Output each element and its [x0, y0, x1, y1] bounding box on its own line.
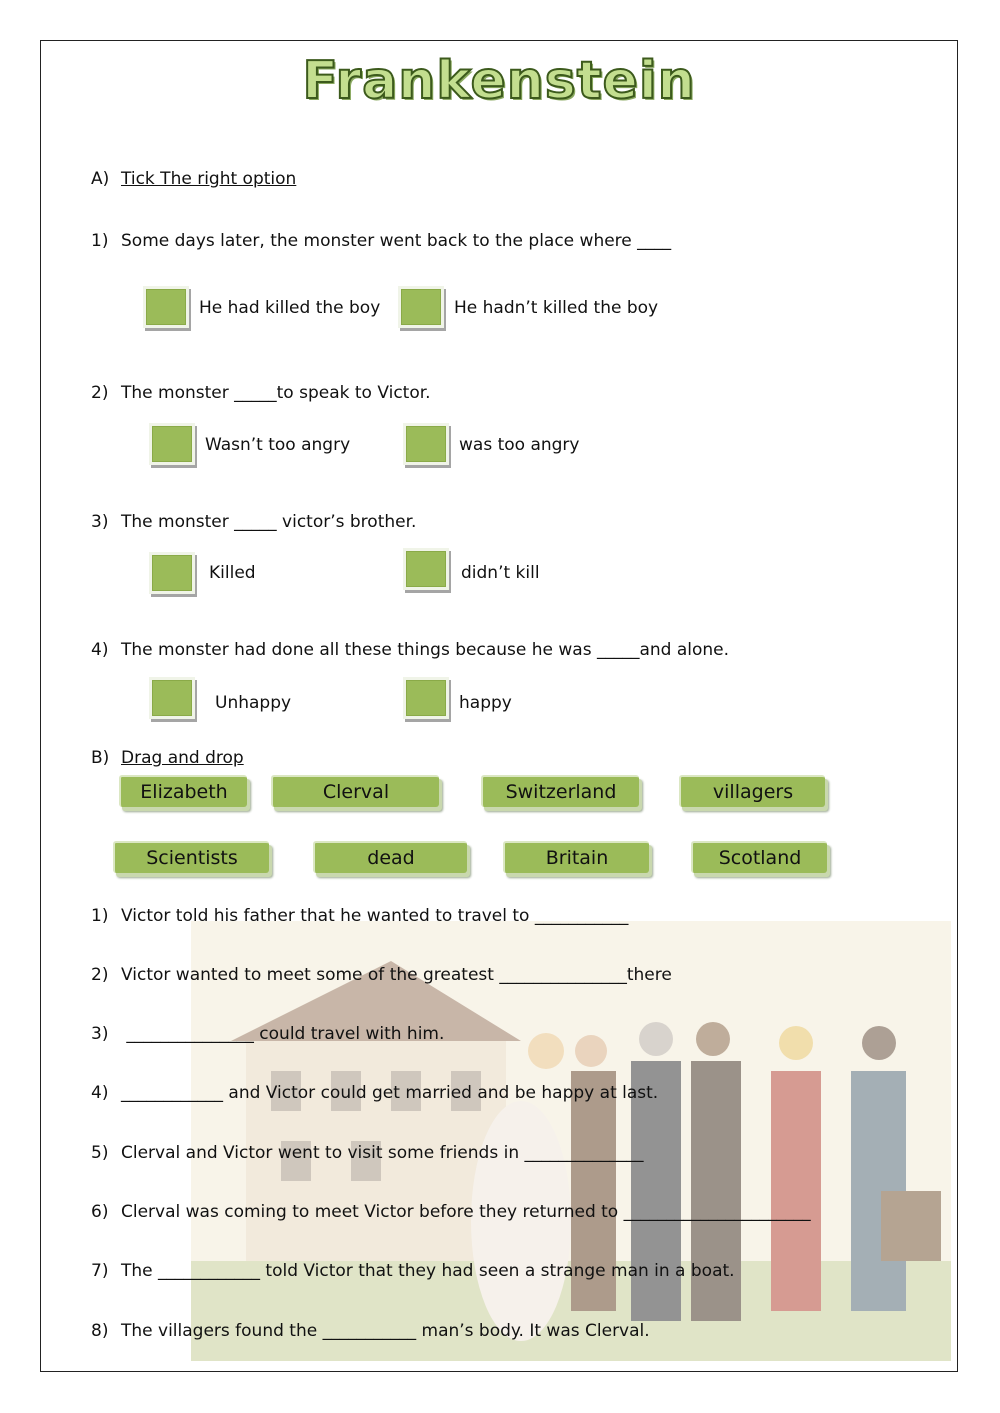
question-number: 3) [91, 512, 109, 532]
question-3 [91, 512, 416, 532]
checkbox-q3-option-1[interactable] [149, 552, 195, 594]
sentence-text[interactable]: ____________ and Victor could get married and be happy at last. [121, 1083, 659, 1103]
question-4 [91, 640, 729, 660]
question-text: The monster had done all these things because he was _____and alone. [121, 640, 730, 660]
sentence-text[interactable]: Victor told his father that he wanted to travel to ___________ [121, 906, 629, 926]
sentence-8 [91, 1321, 650, 1341]
word-chip-clerval[interactable]: Clerval [271, 775, 439, 807]
sentence-text[interactable]: The villagers found the ___________ man’s body. It was Clerval. [121, 1321, 650, 1341]
sentence-text[interactable]: _______________ could travel with him. [121, 1024, 445, 1044]
sentence-number: 1) [91, 906, 109, 926]
question-text: The monster _____ victor’s brother. [121, 512, 417, 532]
question-text: The monster _____to speak to Victor. [121, 383, 431, 403]
option-label: Unhappy [215, 693, 292, 713]
question-number: 1) [91, 231, 109, 251]
sentence-text[interactable]: Clerval and Victor went to visit some friends in ______________ [121, 1143, 644, 1163]
section-a-heading [91, 169, 296, 189]
sentence-1 [91, 906, 628, 926]
sentence-5 [91, 1143, 644, 1163]
worksheet [40, 40, 958, 1372]
sentence-text[interactable]: Victor wanted to meet some of the greatest _______________there [121, 965, 672, 985]
checkbox-q4-option-2[interactable] [403, 677, 449, 719]
option-label: He hadn’t killed the boy [454, 298, 659, 318]
sentence-4 [91, 1083, 658, 1103]
sentence-2 [91, 965, 672, 985]
section-b-title: Drag and drop [121, 748, 244, 768]
option-label: happy [459, 693, 512, 713]
section-b-letter: B) [91, 748, 110, 768]
option-label: didn’t kill [461, 563, 540, 583]
word-chip-elizabeth[interactable]: Elizabeth [119, 775, 247, 807]
question-number: 4) [91, 640, 109, 660]
checkbox-q3-option-2[interactable] [403, 548, 449, 590]
word-chip-britain[interactable]: Britain [503, 841, 649, 873]
option-label: Wasn’t too angry [205, 435, 351, 455]
question-2 [91, 383, 431, 403]
sentence-3 [91, 1024, 444, 1044]
sentence-number: 6) [91, 1202, 109, 1222]
option-label: He had killed the boy [199, 298, 381, 318]
section-a-letter: A) [91, 169, 110, 189]
word-chip-dead[interactable]: dead [313, 841, 467, 873]
sentence-text[interactable]: Clerval was coming to meet Victor before they returned to ______________________ [121, 1202, 811, 1222]
word-chip-scientists[interactable]: Scientists [113, 841, 269, 873]
section-b-heading [91, 748, 244, 768]
sentence-6 [91, 1202, 811, 1222]
sentence-number: 2) [91, 965, 109, 985]
page-title: Frankenstein [302, 51, 696, 111]
illustration-image [191, 921, 951, 1361]
question-number: 2) [91, 383, 109, 403]
question-text: Some days later, the monster went back to the place where ____ [121, 231, 672, 251]
option-label: Killed [209, 563, 256, 583]
word-chip-scotland[interactable]: Scotland [691, 841, 827, 873]
sentence-number: 7) [91, 1261, 109, 1281]
sentence-number: 5) [91, 1143, 109, 1163]
checkbox-q1-option-2[interactable] [398, 286, 444, 328]
checkbox-q2-option-2[interactable] [403, 423, 449, 465]
sentence-number: 4) [91, 1083, 109, 1103]
sentence-number: 8) [91, 1321, 109, 1341]
checkbox-q2-option-1[interactable] [149, 423, 195, 465]
sentence-7 [91, 1261, 735, 1281]
word-chip-villagers[interactable]: villagers [679, 775, 825, 807]
checkbox-q4-option-1[interactable] [149, 677, 195, 719]
sentence-number: 3) [91, 1024, 109, 1044]
question-1 [91, 231, 671, 251]
section-a-title: Tick The right option [121, 169, 297, 189]
checkbox-q1-option-1[interactable] [143, 286, 189, 328]
option-label: was too angry [459, 435, 580, 455]
word-chip-switzerland[interactable]: Switzerland [481, 775, 639, 807]
sentence-text[interactable]: The ____________ told Victor that they had seen a strange man in a boat. [121, 1261, 735, 1281]
